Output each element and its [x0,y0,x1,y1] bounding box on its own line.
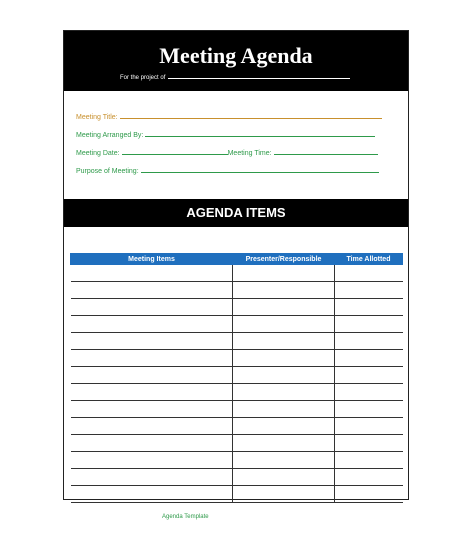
table-cell[interactable] [335,333,403,350]
date-time-field [76,150,378,157]
table-row [71,469,403,486]
table-row [71,452,403,469]
table-cell[interactable] [335,486,403,503]
table-cell[interactable] [335,282,403,299]
table-cell[interactable] [71,350,233,367]
project-blank[interactable] [168,78,350,79]
table-row [71,384,403,401]
page-title: Meeting Agenda [159,43,313,68]
table-cell[interactable] [233,401,335,418]
table-cell[interactable] [233,316,335,333]
table-cell[interactable] [71,486,233,503]
table-row [71,282,403,299]
table-cell[interactable] [335,452,403,469]
meeting-details [64,91,408,200]
purpose-label: Purpose of Meeting: [76,168,139,175]
table-cell[interactable] [233,384,335,401]
footer-caption: Agenda Template [162,514,209,520]
table-body [71,265,403,503]
table-cell[interactable] [335,299,403,316]
table-cell[interactable] [233,299,335,316]
table-row [71,265,403,282]
table-row [71,435,403,452]
table-cell[interactable] [71,401,233,418]
table-cell[interactable] [335,265,403,282]
table-cell[interactable] [335,350,403,367]
table-row [71,401,403,418]
table-cell[interactable] [335,435,403,452]
table-cell[interactable] [71,282,233,299]
table-cell[interactable] [335,367,403,384]
table-cell[interactable] [233,452,335,469]
meeting-time-label: Meeting Time: [227,150,272,157]
table-cell[interactable] [233,418,335,435]
table-cell[interactable] [233,486,335,503]
table-cell[interactable] [233,367,335,384]
arranged-by-label: Meeting Arranged By: [76,132,144,139]
table-cell[interactable] [71,265,233,282]
table-cell[interactable] [233,435,335,452]
table-cell[interactable] [71,367,233,384]
project-label: For the project of [120,75,166,81]
agenda-items-table [70,253,403,503]
table-row [71,333,403,350]
arranged-by-blank[interactable] [145,136,375,137]
arranged-by-field [76,132,375,139]
column-header: Presenter/Responsible [233,254,335,265]
meeting-time-blank[interactable] [274,154,378,155]
table-cell[interactable] [71,418,233,435]
table-cell[interactable] [233,469,335,486]
meeting-date-label: Meeting Date: [76,150,120,157]
column-header: Time Allotted [335,254,403,265]
table-cell[interactable] [335,418,403,435]
header-banner [64,31,408,91]
purpose-blank[interactable] [141,172,379,173]
table-cell[interactable] [71,384,233,401]
table-cell[interactable] [233,265,335,282]
column-header: Meeting Items [71,254,233,265]
agenda-sheet [63,30,409,500]
table-cell[interactable] [71,316,233,333]
table-cell[interactable] [71,452,233,469]
meeting-date-blank[interactable] [122,154,228,155]
table-cell[interactable] [233,350,335,367]
table-cell[interactable] [71,299,233,316]
meeting-title-blank[interactable] [120,118,382,119]
table-row [71,350,403,367]
agenda-items-heading: AGENDA ITEMS [186,205,286,220]
meeting-title-field [76,114,382,121]
table-cell[interactable] [233,282,335,299]
table-cell[interactable] [335,316,403,333]
table-row [71,367,403,384]
meeting-title-label: Meeting Title: [76,114,118,121]
table-cell[interactable] [233,333,335,350]
table-cell[interactable] [335,401,403,418]
table-cell[interactable] [71,333,233,350]
table-cell[interactable] [335,469,403,486]
table-row [71,299,403,316]
table-row [71,418,403,435]
table-cell[interactable] [335,384,403,401]
project-line [120,75,350,81]
table-row [71,486,403,503]
purpose-field [76,168,379,175]
table-cell[interactable] [71,469,233,486]
table-header-row [71,254,403,265]
table-row [71,316,403,333]
table-cell[interactable] [71,435,233,452]
agenda-items-banner [64,199,408,227]
